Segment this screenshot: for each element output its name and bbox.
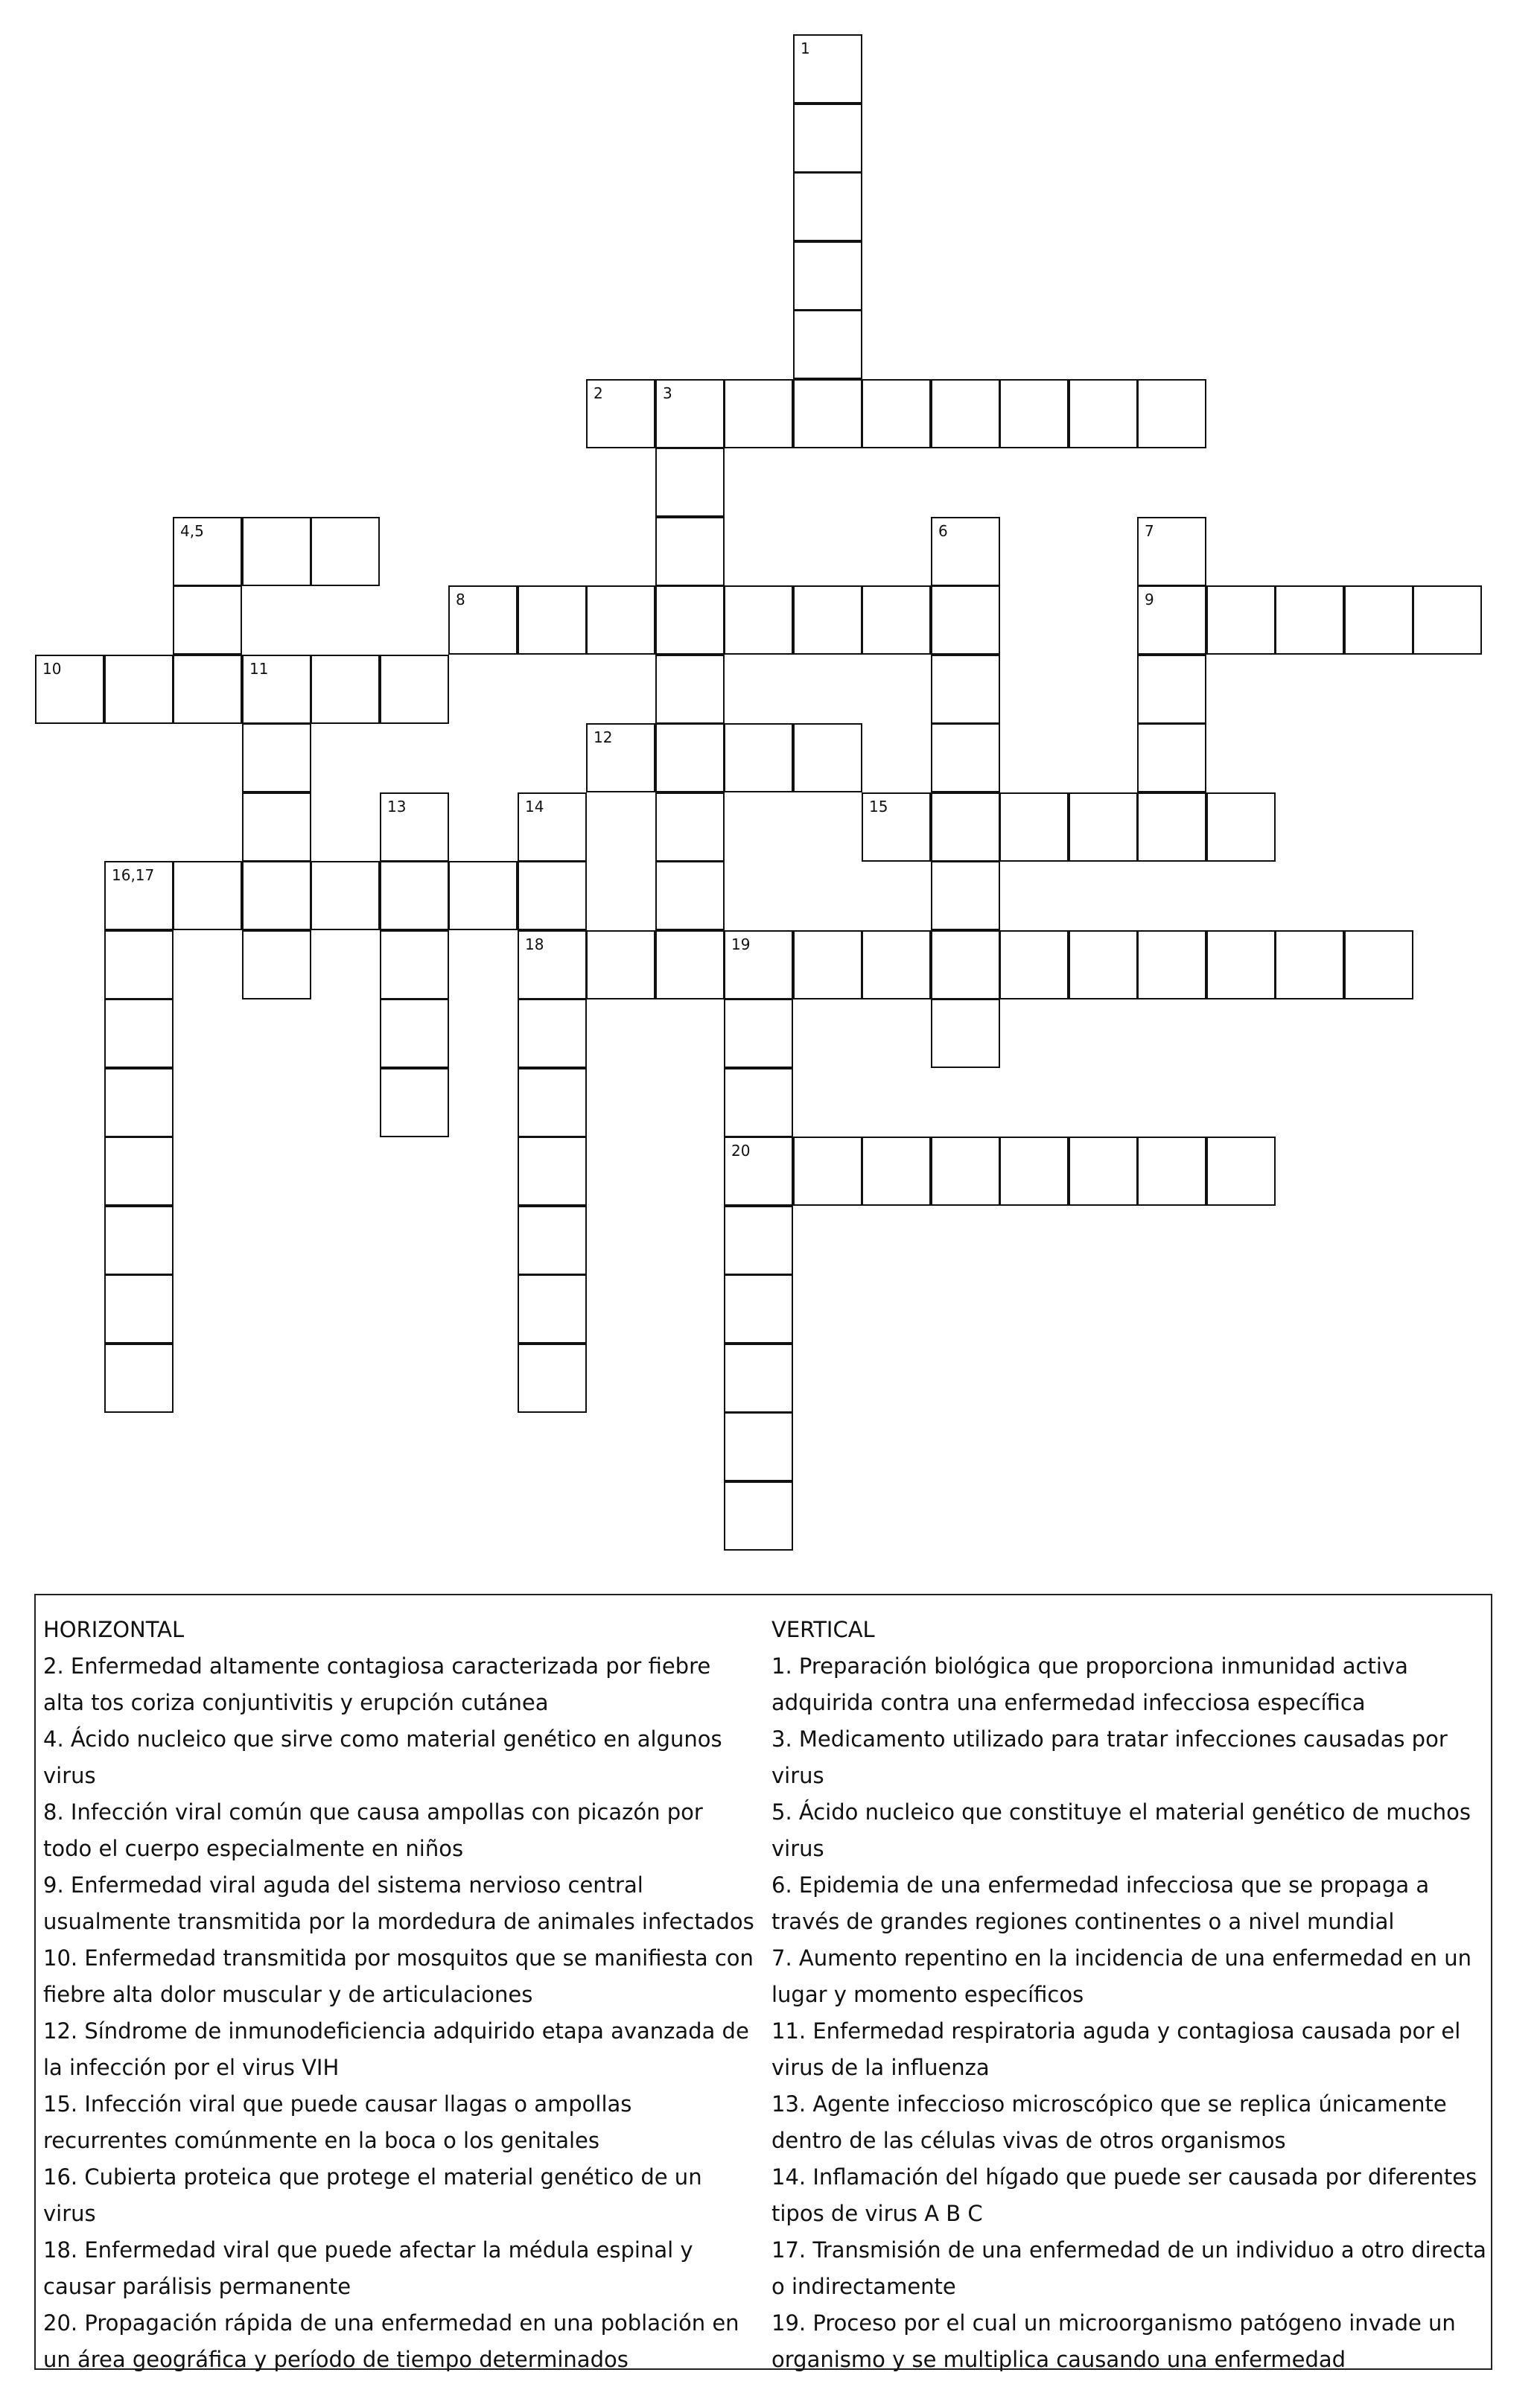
crossword-cell[interactable] [586,930,655,999]
clue-number: 9 [1145,591,1154,608]
clue-number: 19 [731,935,751,953]
crossword-cell[interactable] [173,655,242,724]
crossword-cell[interactable] [242,930,311,999]
crossword-cell[interactable] [793,1137,862,1206]
crossword-cell[interactable] [104,930,174,999]
clue-vertical-6: 6. Epidemia de una enfermedad infecciosa que se propaga a través de grandes regiones continentes o a nivel mundial [771,1872,1430,1934]
crossword-cell[interactable] [380,792,449,862]
crossword-cell[interactable] [1069,1137,1138,1206]
clue-vertical-11: 11. Enfermedad respiratoria aguda y contagiosa causada por el virus de la influenza [771,2018,1461,2080]
crossword-cell[interactable] [242,517,311,586]
vertical-heading: VERTICAL [771,1617,875,1642]
clue-horizontal-4: 4. Ácido nucleico que sirve como material genético en algunos virus [43,1726,722,1788]
crossword-cell[interactable] [655,792,725,862]
crossword-cell[interactable] [104,1274,174,1344]
crossword-cell[interactable] [1137,517,1206,586]
crossword-cell[interactable] [1206,930,1276,999]
crossword-cell[interactable] [518,999,587,1068]
clue-number: 4,5 [180,522,204,540]
crossword-cell[interactable] [931,517,1000,586]
crossword-cell[interactable] [518,1344,587,1413]
clue-horizontal-15: 15. Infección viral que puede causar llagas o ampollas recurrentes comúnmente en la boca o los genitales [43,2091,632,2153]
crossword-cell[interactable] [104,1344,174,1413]
crossword-cell[interactable] [724,379,793,448]
clue-horizontal-12: 12. Síndrome de inmunodeficiencia adquirido etapa avanzada de la infección por el virus VIH [43,2018,749,2080]
horizontal-clues [43,1612,758,2378]
crossword-cell[interactable] [862,930,931,999]
clue-number: 2 [594,384,603,402]
crossword-cell[interactable] [104,999,174,1068]
crossword-cell[interactable] [380,655,449,724]
crossword-cell[interactable] [1206,1137,1276,1206]
clue-number: 14 [525,798,544,816]
crossword-cell[interactable] [1069,930,1138,999]
clue-number: 8 [456,591,465,608]
clue-vertical-1: 1. Preparación biológica que proporciona inmunidad activa adquirida contra una enfermedad infecciosa específica [771,1653,1408,1715]
clue-horizontal-16: 16. Cubierta proteica que protege el material genético de un virus [43,2164,702,2226]
crossword-cell[interactable] [380,861,449,930]
clue-vertical-3: 3. Medicamento utilizado para tratar infecciones causadas por virus [771,1726,1448,1788]
crossword-cell[interactable] [931,792,1000,862]
crossword-cell[interactable] [931,1137,1000,1206]
crossword-cell[interactable] [518,1274,587,1344]
vertical-clues [771,1612,1486,2378]
crossword-cell[interactable] [655,723,725,792]
clue-horizontal-20: 20. Propagación rápida de una enfermedad en una población en un área geográfica y período de tiempo determinados [43,2310,739,2372]
clue-vertical-17: 17. Transmisión de una enfermedad de un individuo a otro directa o indirectamente [771,2237,1486,2299]
crossword-cell[interactable] [793,310,862,379]
crossword-cell[interactable] [655,517,725,586]
crossword-cell[interactable] [380,1068,449,1137]
crossword-cell[interactable] [518,585,587,655]
crossword-cell[interactable] [793,723,862,792]
crossword-cell[interactable] [931,861,1000,930]
clue-number: 16,17 [112,866,155,884]
crossword-cell[interactable] [104,861,174,930]
crossword-cell[interactable] [1069,792,1138,862]
crossword-cell[interactable] [311,655,380,724]
crossword-cell[interactable] [586,379,655,448]
crossword-cell[interactable] [1206,792,1276,862]
horizontal-heading: HORIZONTAL [43,1617,185,1642]
crossword-cell[interactable] [655,585,725,655]
crossword-cell[interactable] [724,1068,793,1137]
crossword-cell[interactable] [931,723,1000,792]
crossword-cell[interactable] [1137,585,1206,655]
crossword-cell[interactable] [793,172,862,241]
crossword-cell[interactable] [655,448,725,517]
clue-horizontal-2: 2. Enfermedad altamente contagiosa caracterizada por fiebre alta tos coriza conjuntivitis y erupción cutánea [43,1653,711,1715]
crossword-cell[interactable] [724,585,793,655]
clue-number: 1 [801,39,810,57]
crossword-cell[interactable] [1069,379,1138,448]
clue-horizontal-9: 9. Enfermedad viral aguda del sistema nervioso central usualmente transmitida por la mordedura de animales infectados [43,1872,754,1934]
clue-vertical-13: 13. Agente infeccioso microscópico que se replica únicamente dentro de las células vivas de otros organismos [771,2091,1447,2153]
clues-box [34,1594,1492,2370]
clue-vertical-19: 19. Proceso por el cual un microorganismo patógeno invade un organismo y se multiplica causando una enfermedad [771,2310,1456,2372]
clue-number: 7 [1145,522,1154,540]
crossword-cell[interactable] [242,723,311,792]
crossword-cell[interactable] [793,104,862,173]
crossword-cell[interactable] [862,585,931,655]
crossword-cell[interactable] [655,930,725,999]
crossword-cell[interactable] [518,1206,587,1275]
crossword-cell[interactable] [724,723,793,792]
clue-vertical-5: 5. Ácido nucleico que constituye el material genético de muchos virus [771,1799,1471,1861]
crossword-cell[interactable] [862,1137,931,1206]
crossword-cell[interactable] [931,930,1000,999]
crossword-cell[interactable] [999,379,1069,448]
crossword-cell[interactable] [1275,930,1344,999]
crossword-cell[interactable] [999,1137,1069,1206]
crossword-cell[interactable] [448,861,518,930]
clue-number: 10 [42,660,62,678]
crossword-cell[interactable] [724,1481,793,1551]
crossword-cell[interactable] [793,930,862,999]
crossword-cell[interactable] [173,861,242,930]
crossword-cell[interactable] [586,585,655,655]
crossword-cell[interactable] [793,585,862,655]
crossword-cell[interactable] [1137,930,1206,999]
crossword-cell[interactable] [1137,792,1206,862]
clue-vertical-14: 14. Inflamación del hígado que puede ser causada por diferentes tipos de virus A B C [771,2164,1477,2226]
crossword-cell[interactable] [518,930,587,999]
crossword-cell[interactable] [724,930,793,999]
crossword-cell[interactable] [35,655,104,724]
crossword-cell[interactable] [793,379,862,448]
crossword-cell[interactable] [931,379,1000,448]
crossword-cell[interactable] [999,930,1069,999]
crossword-cell[interactable] [931,585,1000,655]
crossword-cell[interactable] [931,655,1000,724]
crossword-cell[interactable] [862,792,931,862]
crossword-cell[interactable] [311,861,380,930]
clue-vertical-7: 7. Aumento repentino en la incidencia de una enfermedad en un lugar y momento específicos [771,1945,1471,2007]
crossword-cell[interactable] [448,585,518,655]
crossword-cell[interactable] [518,1137,587,1206]
clue-number: 3 [663,384,672,402]
crossword-cell[interactable] [793,34,862,104]
crossword-cell[interactable] [242,861,311,930]
crossword-cell[interactable] [104,1068,174,1137]
crossword-cell[interactable] [724,1412,793,1481]
clue-number: 15 [869,798,888,816]
clue-number: 11 [249,660,269,678]
crossword-cell[interactable] [1206,585,1276,655]
crossword-cell[interactable] [1413,585,1482,655]
crossword-cell[interactable] [104,1137,174,1206]
crossword-cell[interactable] [518,792,587,862]
clue-number: 12 [594,728,613,746]
clue-number: 13 [387,798,407,816]
crossword-cell[interactable] [931,999,1000,1068]
crossword-cell[interactable] [518,861,587,930]
clue-horizontal-8: 8. Infección viral común que causa ampollas con picazón por todo el cuerpo especialmente en niños [43,1799,703,1861]
crossword-cell[interactable] [1344,930,1413,999]
crossword-cell[interactable] [724,1206,793,1275]
crossword-cell[interactable] [999,792,1069,862]
crossword-cell[interactable] [380,999,449,1068]
crossword-cell[interactable] [1137,723,1206,792]
crossword-cell[interactable] [1275,585,1344,655]
crossword-cell[interactable] [724,1344,793,1413]
clue-number: 18 [525,935,544,953]
crossword-cell[interactable] [862,379,931,448]
crossword-cell[interactable] [655,379,725,448]
crossword-cell[interactable] [1344,585,1413,655]
crossword-cell[interactable] [724,999,793,1068]
crossword-cell[interactable] [1137,379,1206,448]
crossword-cell[interactable] [242,792,311,862]
crossword-cell[interactable] [724,1137,793,1206]
crossword-cell[interactable] [104,1206,174,1275]
crossword-cell[interactable] [104,655,174,724]
crossword-cell[interactable] [655,655,725,724]
clue-horizontal-18: 18. Enfermedad viral que puede afectar la médula espinal y causar parálisis permanente [43,2237,693,2299]
crossword-cell[interactable] [1137,1137,1206,1206]
crossword-cell[interactable] [380,930,449,999]
crossword-cell[interactable] [586,723,655,792]
crossword-cell[interactable] [173,585,242,655]
crossword-cell[interactable] [1137,655,1206,724]
crossword-cell[interactable] [793,241,862,311]
clue-number: 6 [938,522,948,540]
clue-number: 20 [731,1142,751,1160]
crossword-cell[interactable] [724,1274,793,1344]
crossword-cell[interactable] [173,517,242,586]
clue-horizontal-10: 10. Enfermedad transmitida por mosquitos que se manifiesta con fiebre alta dolor muscular y de articulaciones [43,1945,754,2007]
crossword-cell[interactable] [242,655,311,724]
crossword-cell[interactable] [655,861,725,930]
crossword-cell[interactable] [518,1068,587,1137]
crossword-cell[interactable] [311,517,380,586]
